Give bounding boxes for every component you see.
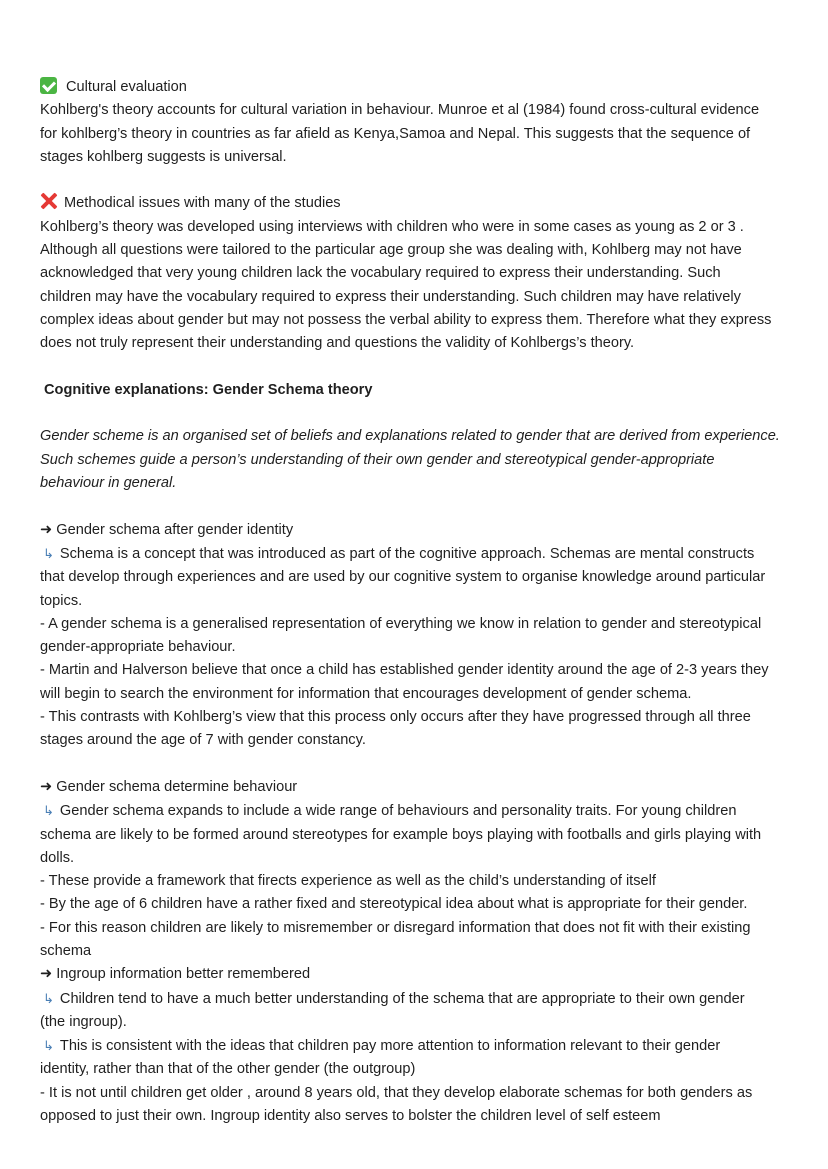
paragraph-line: schema — [40, 942, 92, 959]
paragraph-line: Although all questions were tailored to the particular age group she was dealing with, Kohlberg may not have — [40, 242, 742, 259]
return-arrow-icon: ↳ — [43, 990, 54, 1006]
paragraph-line: stages kohlberg suggests is universal. — [40, 148, 287, 165]
paragraph-line: that develop through experiences and are used by our cognitive system to organise knowledge around particular — [40, 569, 766, 586]
paragraph-line: - These provide a framework that firects experience as well as the child’s understanding of itself — [40, 873, 656, 890]
paragraph-line: (the ingroup). — [40, 1013, 127, 1030]
cross-mark-icon — [40, 192, 58, 210]
paragraph-line: stages around the age of 7 with gender constancy. — [40, 732, 366, 749]
definition-line: Such schemes guide a person’s understanding of their own gender and stereotypical gender-appropriate — [40, 451, 715, 468]
point-title: ➜ Ingroup information better remembered — [40, 966, 311, 983]
return-arrow-icon: ↳ — [43, 1038, 54, 1054]
sub-point: ↳ This is consistent with the ideas that children pay more attention to information relevant to their gender — [43, 1038, 721, 1055]
paragraph-line: - A gender schema is a generalised representation of everything we know in relation to gender and stereotypical — [40, 615, 762, 632]
paragraph-line: children may have the vocabulary required to express their understanding. Such children may have relatively — [40, 288, 741, 305]
right-arrow-icon: ➜ — [40, 778, 53, 795]
definition-line: behaviour in general. — [40, 475, 177, 492]
sub-point: ↳ Schema is a concept that was introduced as part of the cognitive approach. Schemas are mental constructs — [43, 545, 755, 562]
paragraph-line: - Martin and Halverson believe that once a child has established gender identity around the age of 2-3 years they — [40, 662, 769, 679]
sub-point: ↳ Gender schema expands to include a wide range of behaviours and personality traits. For young children — [43, 803, 737, 820]
paragraph-line: will begin to search the environment for information that encourages development of gender schema. — [40, 685, 692, 702]
paragraph-line: complex ideas about gender but may not possess the verbal ability to express them. Therefore what they express — [40, 311, 772, 328]
paragraph-line: gender-appropriate behaviour. — [40, 639, 236, 656]
paragraph-line: schema are likely to be formed around stereotypes for example boys playing with footballs and girls playing with — [40, 826, 762, 843]
right-arrow-icon: ➜ — [40, 521, 53, 538]
return-arrow-icon: ↳ — [43, 545, 54, 561]
paragraph-line: does not truly represent their understanding and questions the validity of Kohlbergs’s theory. — [40, 335, 635, 352]
paragraph-line: - For this reason children are likely to misremember or disregard information that does not fit with their existing — [40, 919, 751, 936]
return-arrow-icon: ↳ — [43, 803, 54, 819]
paragraph-line: acknowledged that very young children lack the vocabulary required to express their understanding. Such — [40, 265, 721, 282]
paragraph-line: dolls. — [40, 849, 75, 866]
point-title: ➜ Gender schema after gender identity — [40, 521, 294, 538]
paragraph-line: - This contrasts with Kohlberg’s view that this process only occurs after they have progressed through all three — [40, 709, 751, 726]
paragraph-line: - By the age of 6 children have a rather fixed and stereotypical idea about what is appropriate for their gender. — [40, 896, 748, 913]
paragraph-line: topics. — [40, 592, 83, 609]
right-arrow-icon: ➜ — [40, 966, 53, 983]
paragraph-line: - It is not until children get older , around 8 years old, that they develop elaborate schemas for both genders as — [40, 1084, 753, 1101]
section-heading: Cognitive explanations: Gender Schema theory — [44, 381, 373, 398]
document-body — [40, 76, 808, 1128]
paragraph-line: opposed to just their own. Ingroup identity also serves to bolster the children level of self esteem — [40, 1108, 661, 1125]
sub-point: ↳ Children tend to have a much better understanding of the schema that are appropriate to their own gender — [43, 990, 745, 1007]
section-title-cultural-evaluation: Cultural evaluation — [40, 76, 808, 99]
definition-line: Gender scheme is an organised set of beliefs and explanations related to gender that are derived from experience. — [40, 428, 780, 445]
point-title: ➜ Gender schema determine behaviour — [40, 778, 298, 795]
paragraph-line: Kohlberg’s theory was developed using interviews with children who were in some cases as young as 2 or 3 . — [40, 218, 744, 235]
paragraph-line: identity, rather than that of the other gender (the outgroup) — [40, 1061, 416, 1078]
paragraph-line: Kohlberg's theory accounts for cultural variation in behaviour. Munroe et al (1984) found cross-cultural evidence — [40, 102, 760, 119]
paragraph-line: for kohlberg’s theory in countries as far afield as Kenya,Samoa and Nepal. This suggests that the sequence of — [40, 125, 751, 142]
check-mark-icon — [40, 77, 57, 94]
section-title-methodical-issues: Methodical issues with many of the studies — [40, 192, 808, 215]
